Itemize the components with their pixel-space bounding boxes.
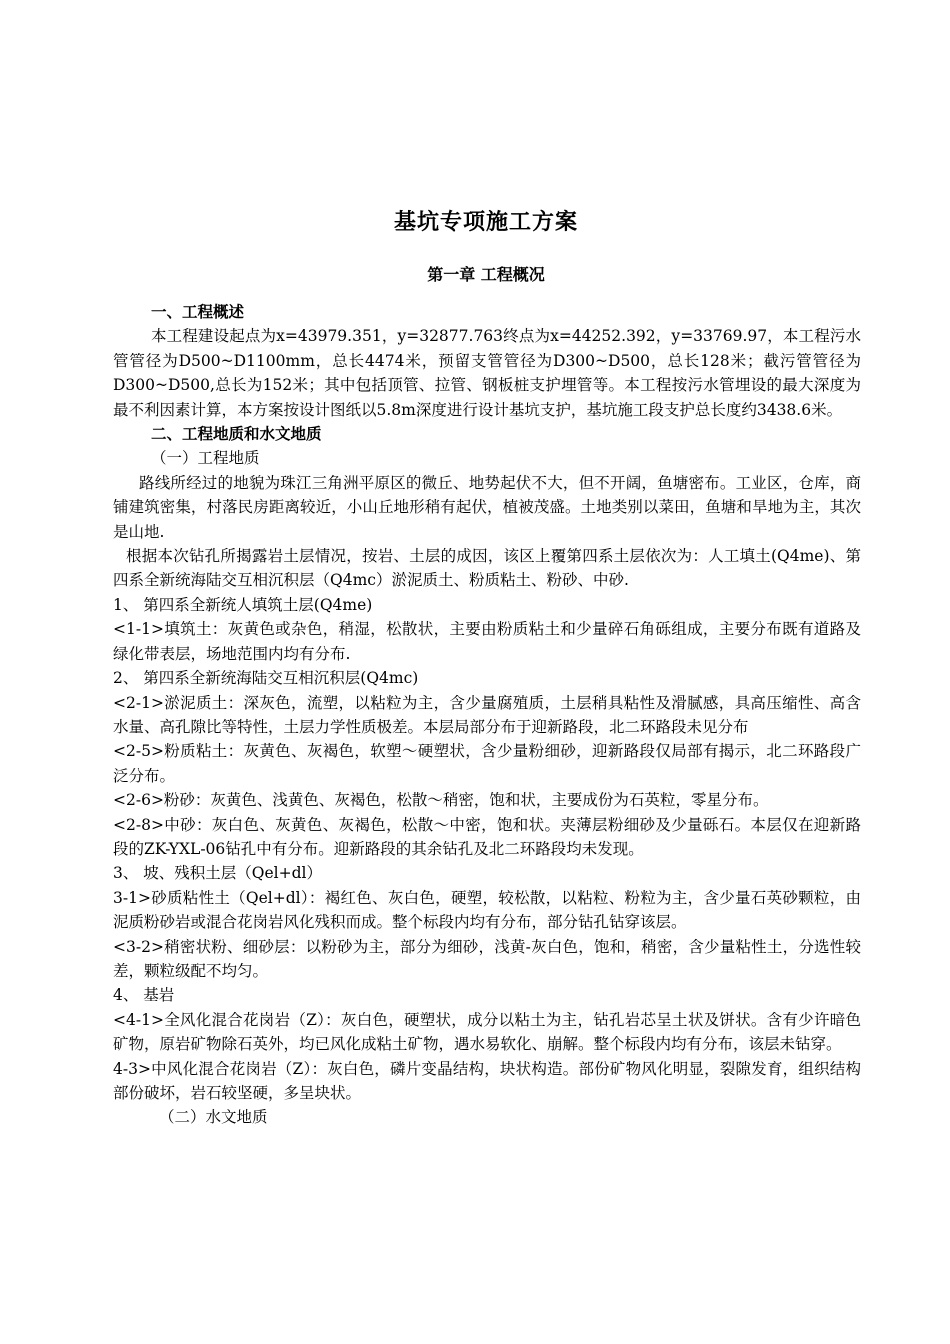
document-title: 基坑专项施工方案 xyxy=(393,210,578,235)
paragraph-layer-2-5: <2-5>粉质粘土：灰黄色、灰褐色，软塑～硬塑状，含少量粉细砂，迎新路段仅局部有揭示，北二环路段广泛分布。 xyxy=(113,742,861,785)
subsection-heading-hydrogeology: （二）水文地质 xyxy=(159,1108,268,1127)
paragraph-layer-2-6: <2-6>粉砂：灰黄色、浅黄色、灰褐色，松散～稍密，饱和状，主要成份为石英粒，零星分布。 xyxy=(113,791,769,810)
document-body xyxy=(113,300,861,1130)
chapter-title: 第一章 工程概况 xyxy=(427,265,545,284)
subsection-heading-engineering-geology: （一）工程地质 xyxy=(151,449,260,468)
layer-heading-marine: 2、 第四系全新统海陆交互相沉积层(Q4mc) xyxy=(113,669,419,688)
paragraph-strata-summary: 根据本次钻孔所揭露岩土层情况，按岩、土层的成因，该区上覆第四系土层依次为：人工填土(Q4me)、第四系全新统海陆交互相沉积层（Q4mc）淤泥质土、粉质粘土、粉砂、中砂. xyxy=(113,547,861,590)
layer-heading-bedrock: 4、 基岩 xyxy=(113,986,175,1005)
section-heading-geology: 二、工程地质和水文地质 xyxy=(151,425,322,444)
paragraph-layer-2-8: <2-8>中砂：灰白色、灰黄色、灰褐色，松散～中密，饱和状。夹薄层粉细砂及少量砾石。本层仅在迎新路段的ZK-YXL-06钻孔中有分布。迎新路段的其余钻孔及北二环路段均未发现。 xyxy=(113,815,861,858)
paragraph-landform: 路线所经过的地貌为珠江三角洲平原区的微丘、地势起伏不大，但不开阔，鱼塘密布。工业区，仓库，商铺建筑密集，村落民房距离较近，小山丘地形稍有起伏，植被茂盛。土地类别以菜田，鱼塘和旱地为主，其次是山地. xyxy=(113,473,861,541)
layer-heading-fill: 1、 第四系全新统人填筑土层(Q4me) xyxy=(113,595,373,614)
paragraph-layer-3-1: 3-1>砂质粘性土（Qel+dl）：褐红色、灰白色，硬塑，较松散，以粘粒、粉粒为主，含少量石英砂颗粒，由泥质粉砂岩或混合花岗岩风化残积而成。整个标段内均有分布，部分钻孔钻穿该层。 xyxy=(113,888,861,932)
layer-heading-residual: 3、 坡、残积土层（Qel+dl） xyxy=(113,864,322,883)
paragraph-layer-2-1: <2-1>淤泥质土：深灰色，流塑，以粘粒为主，含少量腐殖质，土层稍具粘性及滑腻感，具高压缩性、高含水量、高孔隙比等特性，土层力学性质极差。本层局部分布于迎新路段，北二环路段未见分布 xyxy=(113,693,861,736)
paragraph-layer-1-1: <1-1>填筑土：灰黄色或杂色，稍湿，松散状，主要由粉质粘土和少量碎石角砾组成，主要分布既有道路及绿化带表层，场地范围内均有分布. xyxy=(113,620,861,663)
paragraph-layer-4-1: <4-1>全风化混合花岗岩（Z）：灰白色，硬塑状，成分以粘土为主，钻孔岩芯呈土状及饼状。含有少许暗色矿物，原岩矿物除石英外，均已风化成粘土矿物，遇水易软化、崩解。整个标段内均有分布，该层未钻穿。 xyxy=(113,1010,861,1054)
paragraph-layer-3-2: <3-2>稍密状粉、细砂层：以粉砂为主，部分为细砂，浅黄-灰白色，饱和，稍密，含少量粘性土，分选性较差，颗粒级配不均匀。 xyxy=(113,937,861,980)
paragraph-overview: 本工程建设起点为x=43979.351，y=32877.763终点为x=44252.392，y=33769.97，本工程污水管管径为D500~D1100mm，总长4474米，预留支管管径为D300~D500，总长128米；截污管管径为D300~D500,总长为152米；其中包括顶管、拉管、钢板桩支护埋管等。本工程按污水管埋设的最大深度为最不利因素计算，本方案按设计图纸以5.8m深度进行设计基坑支护，基坑施工段支护总长度约3438.6米。 xyxy=(113,327,861,419)
paragraph-layer-4-3: 4-3>中风化混合花岗岩（Z）：灰白色，磷片变晶结构，块状构造。部份矿物风化明显，裂隙发育，组织结构部份破坏，岩石较坚硬，多呈块状。 xyxy=(113,1059,861,1102)
section-heading-overview: 一、工程概述 xyxy=(151,303,245,321)
